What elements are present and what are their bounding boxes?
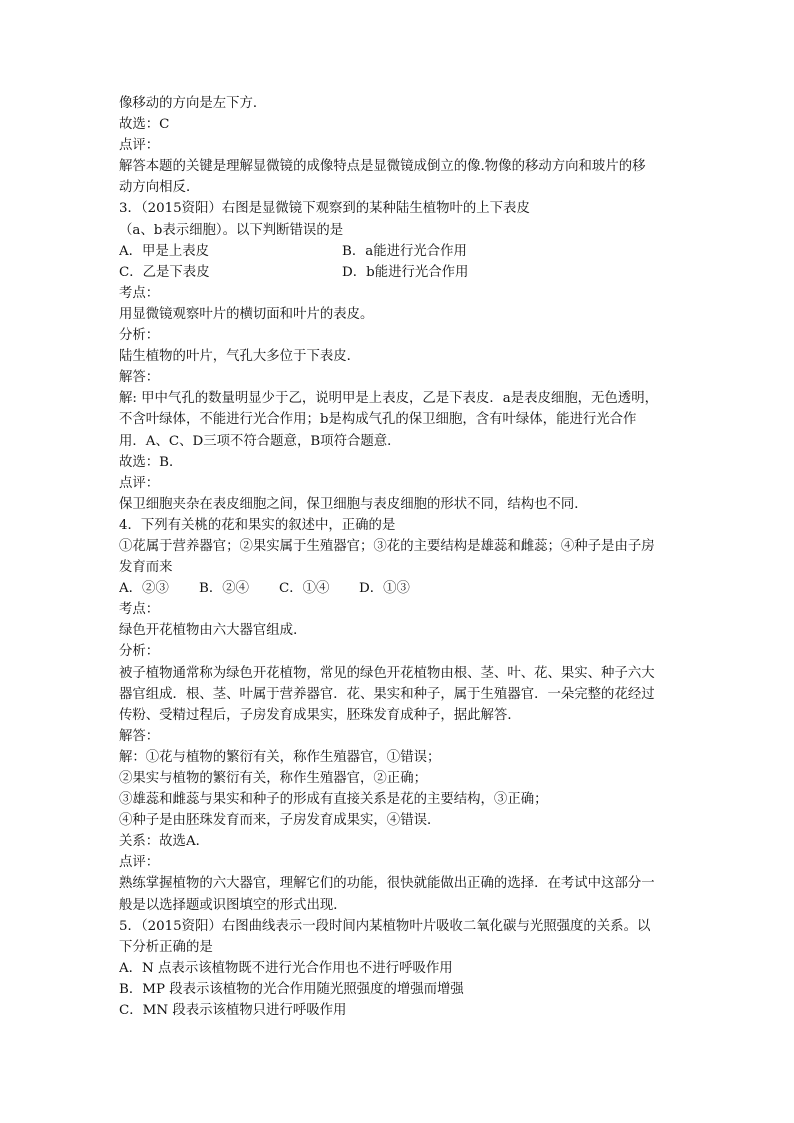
text-line: 被子植物通常称为绿色开花植物，常见的绿色开花植物由根、茎、叶、花、果实、种子六大 bbox=[119, 665, 655, 681]
question-4-title: 4．下列有关桃的花和果实的叙述中，正确的是 bbox=[119, 517, 396, 533]
text-line: 熟练掌握植物的六大器官，理解它们的功能，很快就能做出正确的选择．在考试中这部分一 bbox=[119, 876, 655, 892]
question-3-options-row-1 bbox=[119, 241, 679, 262]
option-b: B．②④ bbox=[199, 581, 250, 597]
text-line: 用显微镜观察叶片的横切面和叶片的表皮。 bbox=[119, 306, 374, 322]
text-line: 动方向相反． bbox=[119, 180, 200, 196]
text-line: 传粉、受精过程后，子房发育成果实，胚珠发育成种子，据此解答． bbox=[119, 707, 521, 723]
question-4-options bbox=[119, 578, 679, 599]
text-line: 器官组成．根、茎、叶属于营养器官．花、果实和种子，属于生殖器官．一朵完整的花经过 bbox=[119, 686, 655, 702]
question-5-option-c: C．MN 段表示该植物只进行呼吸作用 bbox=[119, 1003, 347, 1019]
text-line: 故选：B． bbox=[119, 454, 183, 470]
option-d: D．①③ bbox=[359, 581, 410, 597]
document-page bbox=[119, 93, 679, 1021]
text-line: 发育而来 bbox=[119, 560, 173, 576]
option-a: A．②③ bbox=[119, 581, 169, 597]
text-line: 用．A、C、D三项不符合题意，B项符合题意． bbox=[119, 433, 401, 449]
text-line: 点评： bbox=[119, 475, 160, 491]
question-3-title: 3．（2015资阳）右图是显微镜下观察到的某种陆生植物叶的上下表皮 bbox=[119, 201, 530, 217]
text-line: 故选：C bbox=[119, 117, 170, 133]
text-line: ③雄蕊和雌蕊与果实和种子的形成有直接关系是花的主要结构，③正确； bbox=[119, 792, 548, 808]
option-c: C．乙是下表皮 bbox=[119, 264, 210, 280]
text-line: 解：①花与植物的繁衍有关，称作生殖器官，①错误； bbox=[119, 749, 441, 765]
text-line: 分析： bbox=[119, 644, 160, 660]
text-line: 分析： bbox=[119, 328, 160, 344]
text-line: 解答： bbox=[119, 728, 160, 744]
option-a: A．甲是上表皮 bbox=[119, 243, 210, 259]
question-3-options-row-2 bbox=[119, 262, 679, 283]
option-b: B．a能进行光合作用 bbox=[342, 243, 467, 259]
question-3-title-cont: （a、b表示细胞）。以下判断错误的是 bbox=[119, 222, 344, 238]
question-5-title-cont: 下分析正确的是 bbox=[119, 939, 213, 955]
text-line: ④种子是由胚珠发育而来，子房发育成果实，④错误． bbox=[119, 813, 441, 829]
text-line: 保卫细胞夹杂在表皮细胞之间，保卫细胞与表皮细胞的形状不同，结构也不同． bbox=[119, 496, 588, 512]
text-line: 解答本题的关键是理解显微镜的成像特点是显微镜成倒立的像.物像的移动方向和玻片的移 bbox=[119, 159, 646, 175]
text-line: 点评： bbox=[119, 855, 160, 871]
question-5-option-b: B．MP 段表示该植物的光合作用随光照强度的增强而增强 bbox=[119, 981, 464, 997]
text-line: 解答： bbox=[119, 370, 160, 386]
text-line: 绿色开花植物由六大器官组成． bbox=[119, 623, 307, 639]
text-line: 考点： bbox=[119, 285, 160, 301]
text-line: 像移动的方向是左下方． bbox=[119, 96, 267, 111]
text-line: 般是以选择题或识图填空的形式出现． bbox=[119, 897, 347, 913]
question-5-title: 5．（2015资阳）右图曲线表示一段时间内某植物叶片吸收二氧化碳与光照强度的关系。以 bbox=[119, 918, 651, 934]
text-line: 陆生植物的叶片，气孔大多位于下表皮． bbox=[119, 349, 361, 365]
text-line: 考点： bbox=[119, 602, 160, 618]
text-line: 关系：故选A． bbox=[119, 834, 210, 850]
text-line: ①花属于营养器官；②果实属于生殖器官；③花的主要结构是雄蕊和雌蕊；④种子是由子房 bbox=[119, 538, 655, 554]
text-line: ②果实与植物的繁衍有关，称作生殖器官，②正确； bbox=[119, 771, 427, 786]
question-5-option-a: A．N 点表示该植物既不进行光合作用也不进行呼吸作用 bbox=[119, 960, 453, 976]
option-d: D．b能进行光合作用 bbox=[342, 264, 469, 280]
text-line: 解: 甲中气孔的数量明显少于乙，说明甲是上表皮，乙是下表皮．a是表皮细胞，无色透明， bbox=[119, 391, 658, 407]
text-line: 不含叶绿体，不能进行光合作用；b是构成气孔的保卫细胞，含有叶绿体，能进行光合作 bbox=[119, 412, 637, 428]
text-line: 点评： bbox=[119, 138, 160, 154]
option-c: C．①④ bbox=[279, 581, 330, 597]
